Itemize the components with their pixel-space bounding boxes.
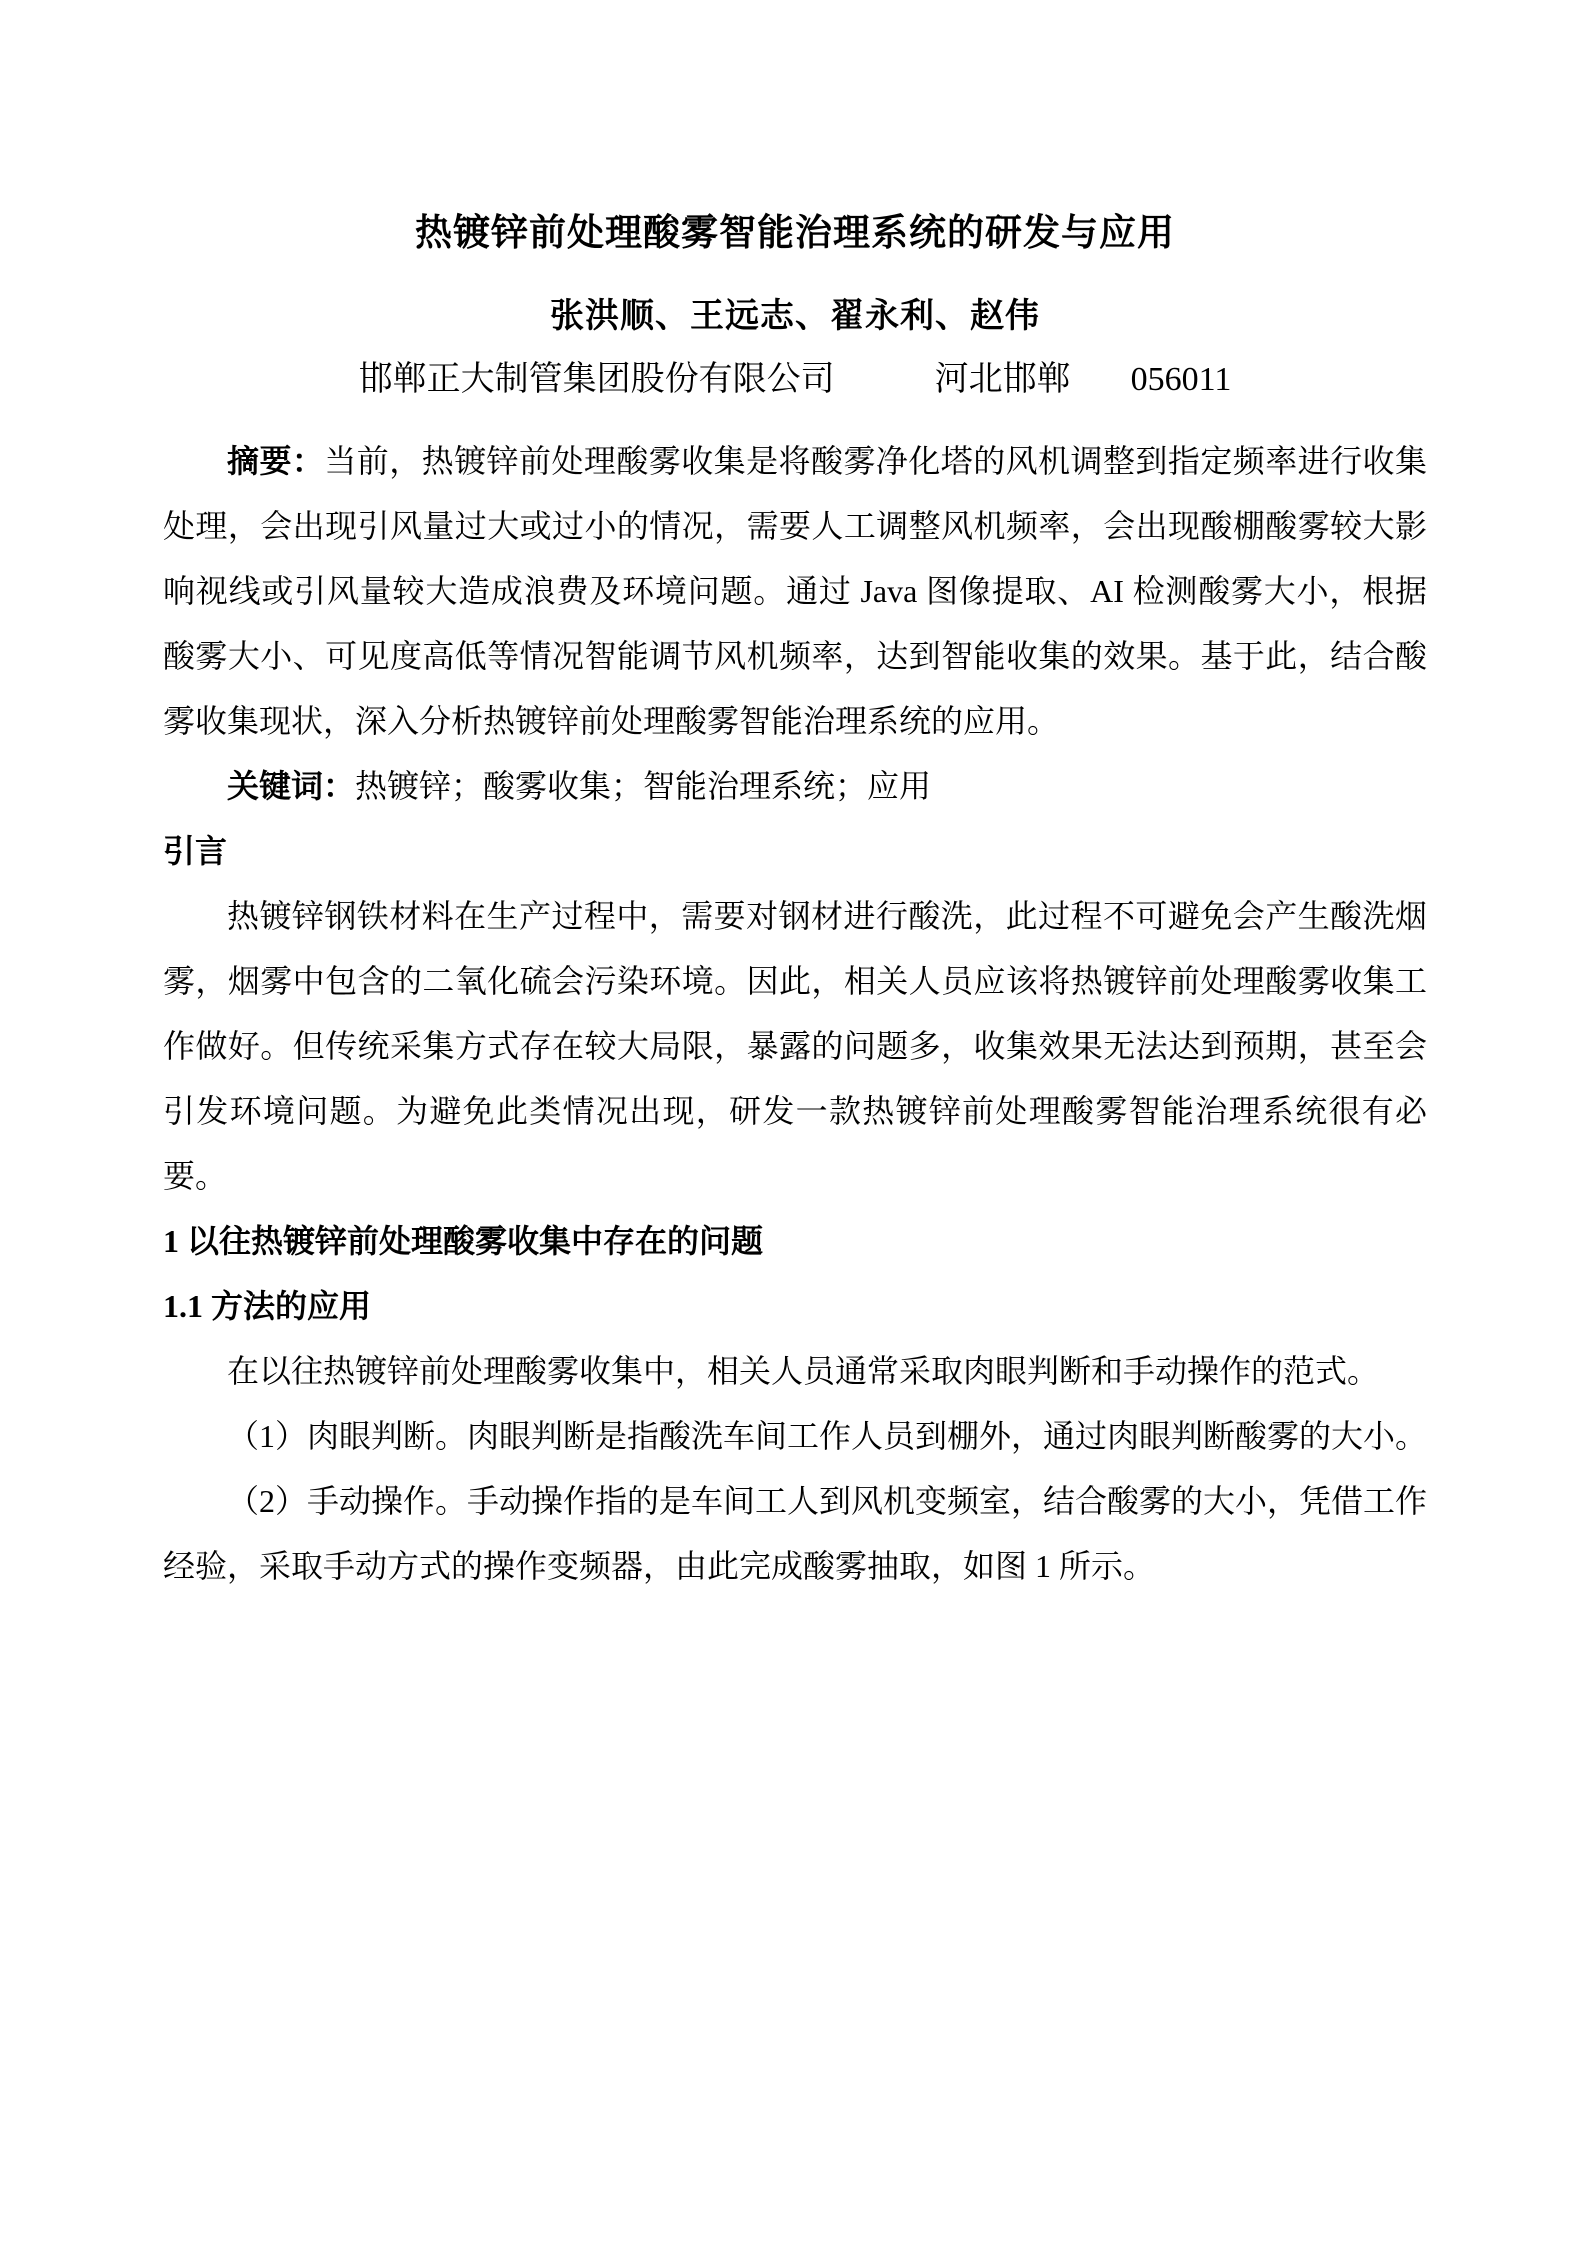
document-body [163,429,1427,1599]
section-heading-introduction: 引言 [163,833,228,869]
methods-overview-paragraph: 在以往热镀锌前处理酸雾收集中，相关人员通常采取肉眼判断和手动操作的范式。 [227,1353,1380,1389]
keywords-line [163,754,1427,819]
affiliation-postcode: 056011 [1130,361,1232,398]
authors-line: 张洪顺、王远志、翟永利、赵伟 [550,298,1040,335]
visual-judgment-paragraph: （1）肉眼判断。肉眼判断是指酸洗车间工作人员到棚外，通过肉眼判断酸雾的大小。 [227,1418,1428,1454]
keywords-text: 热镀锌；酸雾收集；智能治理系统；应用 [355,768,932,804]
section-heading-1-1: 1.1 方法的应用 [163,1288,372,1324]
introduction-paragraph: 热镀锌钢铁材料在生产过程中，需要对钢材进行酸洗，此过程不可避免会产生酸洗烟雾，烟雾中包含的二氧化硫会污染环境。因此，相关人员应该将热镀锌前处理酸雾收集工作做好。但传统采集方式存在较大局限，暴露的问题多，收集效果无法达到预期，甚至会引发环境问题。为避免此类情况出现，研发一款热镀锌前处理酸雾智能治理系统很有必要。 [163,898,1427,1194]
abstract-text: 当前，热镀锌前处理酸雾收集是将酸雾净化塔的风机调整到指定频率进行收集处理，会出现引风量过大或过小的情况，需要人工调整风机频率，会出现酸棚酸雾较大影响视线或引风量较大造成浪费及环境问题。通过 Java 图像提取、AI 检测酸雾大小，根据酸雾大小、可见度高低等情况智能调节风机频率，达到智能收集的效果。基于此，结合酸雾收集现状，深入分析热镀锌前处理酸雾智能治理系统的应用。 [163,443,1427,739]
manual-operation-paragraph: （2）手动操作。手动操作指的是车间工人到风机变频室，结合酸雾的大小，凭借工作经验，采取手动方式的操作变频器，由此完成酸雾抽取，如图 1 所示。 [163,1483,1428,1584]
paper-title: 热镀锌前处理酸雾智能治理系统的研发与应用 [415,213,1175,254]
affiliation-company: 邯郸正大制管集团股份有限公司 [358,361,835,398]
abstract-paragraph [163,429,1427,754]
keywords-label: 关键词： [227,768,356,804]
abstract-label: 摘要： [227,443,325,479]
affiliation-line [163,360,1427,400]
affiliation-location: 河北邯郸 [934,361,1071,398]
section-heading-1: 1 以往热镀锌前处理酸雾收集中存在的问题 [163,1223,764,1259]
